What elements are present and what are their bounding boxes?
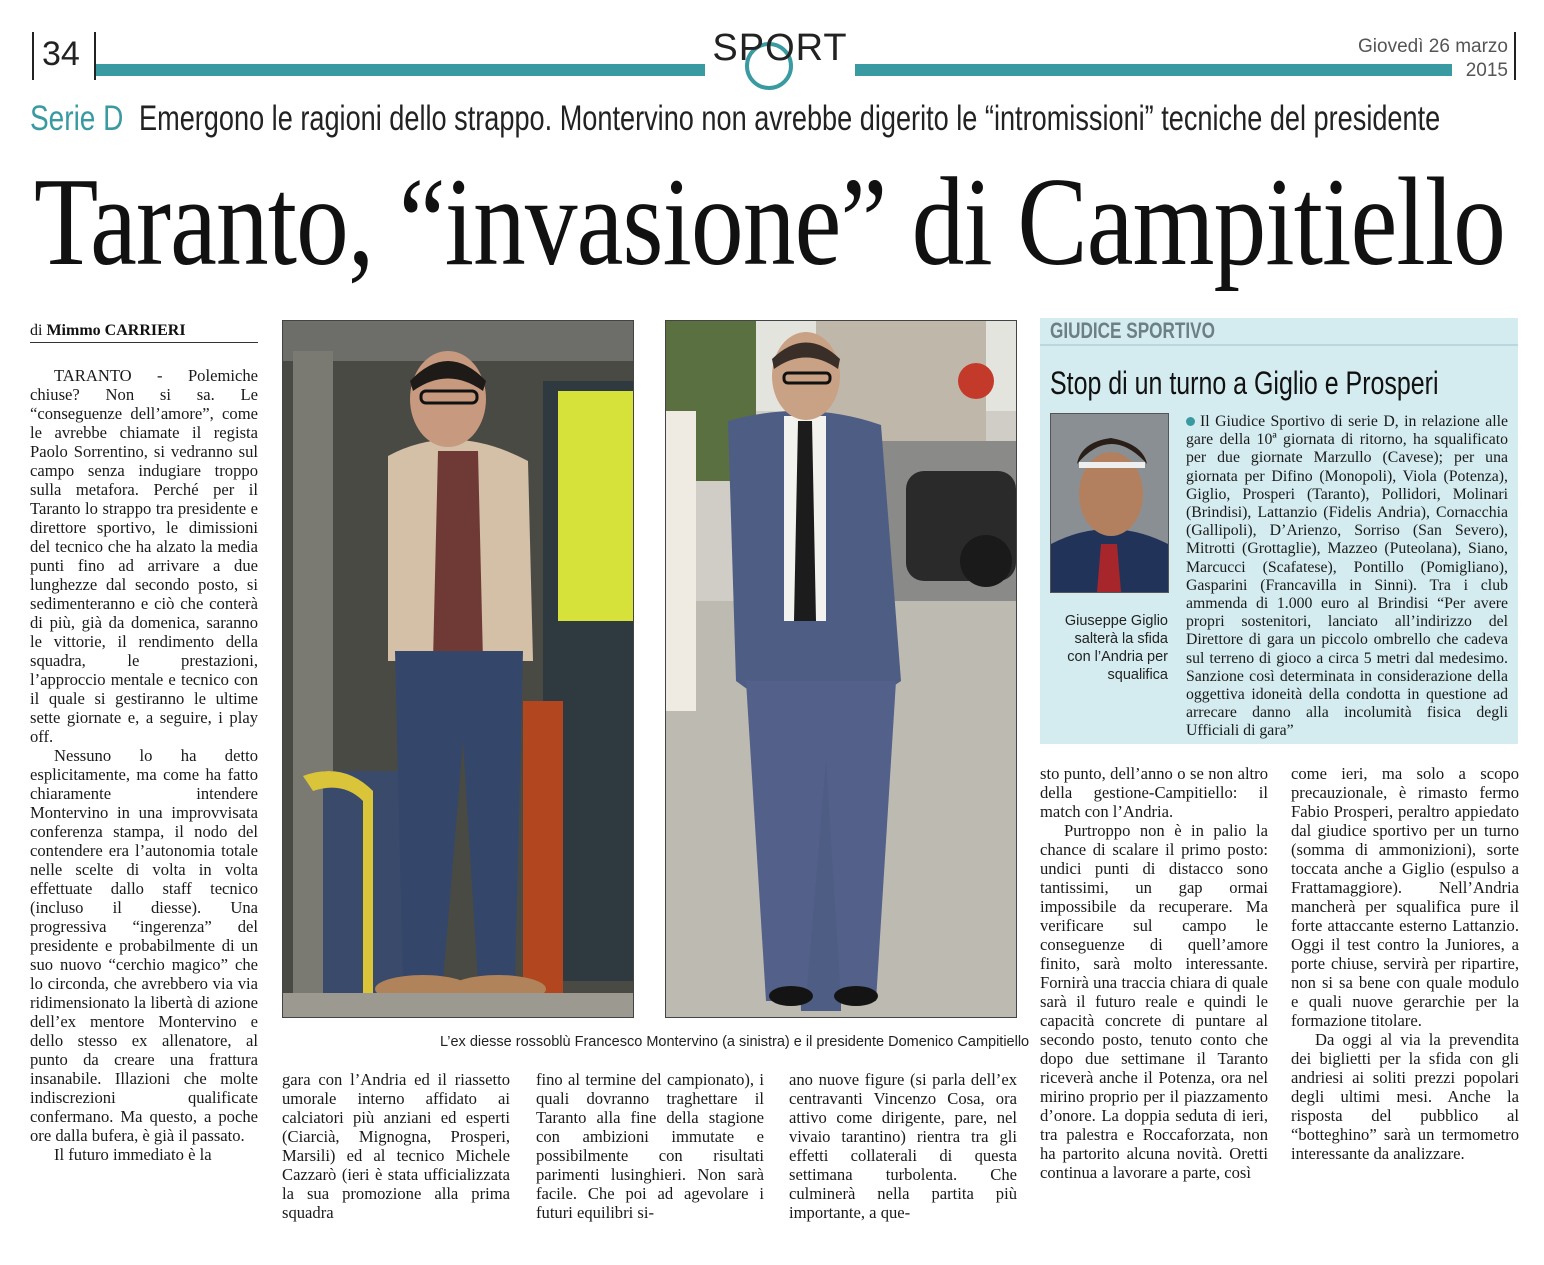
sidebar-body: Il Giudice Sportivo di serie D, in relazione alle gare della 10ª giornata di ritorno, ha squalificato per due giornate Marzullo (Cavese); per una giornata per Difino (Monopoli), Viola (Potenza), Giglio, Prosperi (Taranto), Pollidori, Molinari (Brindisi), Lattanzio (Fidelis Andria), Cornacchia (Gallipoli), D’Arienzo, Sorriso (San Severo), Mitrotti (Grottaglie), Mazzeo (Puteolana), Siano, Marcucci (Scafatese), Pontillo (Pomigliano), Gasparini (Francavilla in Sinni). Tra i club ammenda di 1.000 euro al Brindisi “Per avere propri sostenitori, lanciato all’indirizzo del Direttore di gara un piccolo ombrello che cadeva sul terreno di gioco a circa 5 metri dal medesimo. Sanzione così determinata in considerazione della oggettiva idoneità della condotta in questione ad arrecare danno alla incolumità fisica degli Ufficiali di gara” (1186, 413, 1508, 740)
sidebar-label-rule (1040, 344, 1518, 346)
giglio-portrait-illustration (1051, 414, 1168, 592)
issue-date: Giovedì 26 marzo (1358, 36, 1508, 57)
photo-campitiello-illustration (666, 321, 1016, 1017)
byline-rule (30, 342, 258, 343)
article-paragraph: TARANTO - Polemiche chiuse? Non si sa. Le “conseguenze dell’amore”, come le avrebbe chiamate il regista Paolo Sorrentino, si vedranno sul campo senza indugiare troppo sulla metafora. Perché per il Taranto lo strappo tra presidente e direttore sportivo, le dimissioni del tecnico che ha alzato la media punti fino ad arrivare a due lunghezze dal secondo posto, si sedimenteranno e ciò che conterà di più, già da domenica, saranno le vittorie, il rendimento della squadra, le prestazioni, l’approccio mentale e tecnico con il quale si gestiranno le ultime sette giornate e, a seguire, i play off. (30, 366, 258, 746)
sidebar-text (1186, 413, 1508, 741)
sidebar-photo-caption: Giuseppe Giglio salterà la sfida con l’Andria per squalifica (1064, 613, 1168, 683)
article-column-3 (536, 1070, 764, 1222)
photo-montervino (282, 320, 634, 1018)
photo-campitiello (665, 320, 1017, 1018)
section-name: SPORT (712, 27, 848, 69)
byline (30, 322, 186, 340)
article-column-2 (282, 1070, 510, 1222)
article-paragraph: gara con l’Andria ed il riassetto umorale interno affidato ai calciatori più anziani ed esperti (Ciarcià, Mignogna, Prosperi, Marsili) ed al tecnico Michele Cazzarò (ieri è stata ufficializzata la sua promozione alla prima squadra (282, 1070, 510, 1222)
article-paragraph: Da oggi al via la prevendita dei biglietti per la sfida con gli andriesi ai soliti prezzi popolari degli ultimi mesi. Anche la risposta del pubblico al “botteghino” sarà un termometro interessante da analizzare. (1291, 1030, 1519, 1163)
section-logo (705, 24, 855, 88)
sidebar-paragraph (1186, 413, 1508, 741)
article-column-5 (1040, 764, 1268, 1182)
sidebar-label: GIUDICE SPORTIVO (1050, 318, 1215, 343)
article-paragraph: ano nuove figure (si parla dell’ex centravanti Vincenzo Cosa, ora attivo come dirigente, pare, nel vivaio tarantino) rientra tra gli effetti collaterali di questa settimana turbolenta. Che culminerà nella partita più importante, a que- (789, 1070, 1017, 1222)
page-number: 34 (42, 35, 80, 73)
kicker-text: Emergono le ragioni dello strappo. Montervino non avrebbe digerito le “intromissioni” tecniche del presidente (139, 99, 1441, 138)
photo-montervino-illustration (283, 321, 633, 1017)
article-column-6 (1291, 764, 1519, 1163)
sidebar-title: Stop di un turno a Giglio e Prosperi (1050, 365, 1439, 401)
article-column-4 (789, 1070, 1017, 1222)
byline-author: Mimmo CARRIERI (46, 322, 186, 339)
article-column-1 (30, 366, 258, 1164)
article-paragraph: sto punto, dell’anno o se non altro della gestione-Campitiello: il match con l’Andria. (1040, 764, 1268, 821)
issue-year: 2015 (1465, 60, 1508, 81)
photo-caption: L’ex diesse rossoblù Francesco Montervino (a sinistra) e il presidente Domenico Campitiello (440, 1034, 1030, 1050)
article-paragraph: Purtroppo non è in palio la chance di scalare il primo posto: undici punti di distacco sono tantissimi, un gap ormai impossibile da recuperare. Ma verificare sul campo le conseguenze di quell’amore finito, sarà molto interessante. Fornirà una traccia chiara di quale sarà il futuro reale e quindi le capacità concrete di puntare al secondo posto, tenuto conto che dopo due settimane il Taranto riceverà anche il Potenza, ora nel mirino proprio per il piazzamento d’onore. La doppia seduta di ieri, tra palestra e Roccaforzata, non ha partorito alcuna novità. Oretti continua a lavorare a parte, così (1040, 821, 1268, 1182)
byline-prefix: di (30, 322, 43, 339)
article-paragraph: Il futuro immediato è la (54, 1145, 212, 1164)
header-left-rule (32, 32, 34, 80)
sidebar-photo-giglio (1050, 413, 1169, 593)
article-paragraph: fino al termine del campionato), i quali dovranno traghettare il Taranto alla fine della stagione con ambizioni immutate e possibilmente con risultati parimenti lusinghieri. Non sarà facile. Che poi ad agevolare i futuri equilibri si- (536, 1070, 764, 1222)
bullet-icon (1186, 417, 1195, 426)
headline: Taranto, “invasione” di Campitiello (34, 153, 1505, 292)
kicker-label: Serie D (30, 99, 124, 138)
article-paragraph: come ieri, ma solo a scopo precauzionale, è rimasto fermo Fabio Prosperi, peraltro appiedato dal giudice sportivo per un turno (somma di ammonizioni), sorte toccata anche a Giglio (espulso a Frattamaggiore). Nell’Andria mancherà per squalifica pure il forte attaccante esterno Lattanzio. Oggi il test contro la Juniores, a porte chiuse, servirà per ripartire, non si sa bene con quale modulo e quali nuove gerarchie per la formazione titolare. (1291, 764, 1519, 1030)
header-right-rule (1514, 32, 1516, 80)
article-paragraph: Nessuno lo ha detto esplicitamente, ma come ha fatto chiaramente intendere Montervino in una improvvisata conferenza stampa, il nodo del contendere era l’autonomia totale nelle scelte di volta in volta effettuate dallo staff tecnico (incluso il diesse). Una progressiva “ingerenza” del presidente e probabilmente di un suo nuovo “cerchio magico” che lo circonda, che avrebbero via via ridimensionato la libertà di azione dell’ex mentore Montervino e dello stesso ex allenatore, al punto da creare una frattura insanabile. Illazioni che molte indiscrezioni qualificate confermano. Ma questo, a poche ore dalla bufera, è già il passato. (30, 746, 258, 1145)
